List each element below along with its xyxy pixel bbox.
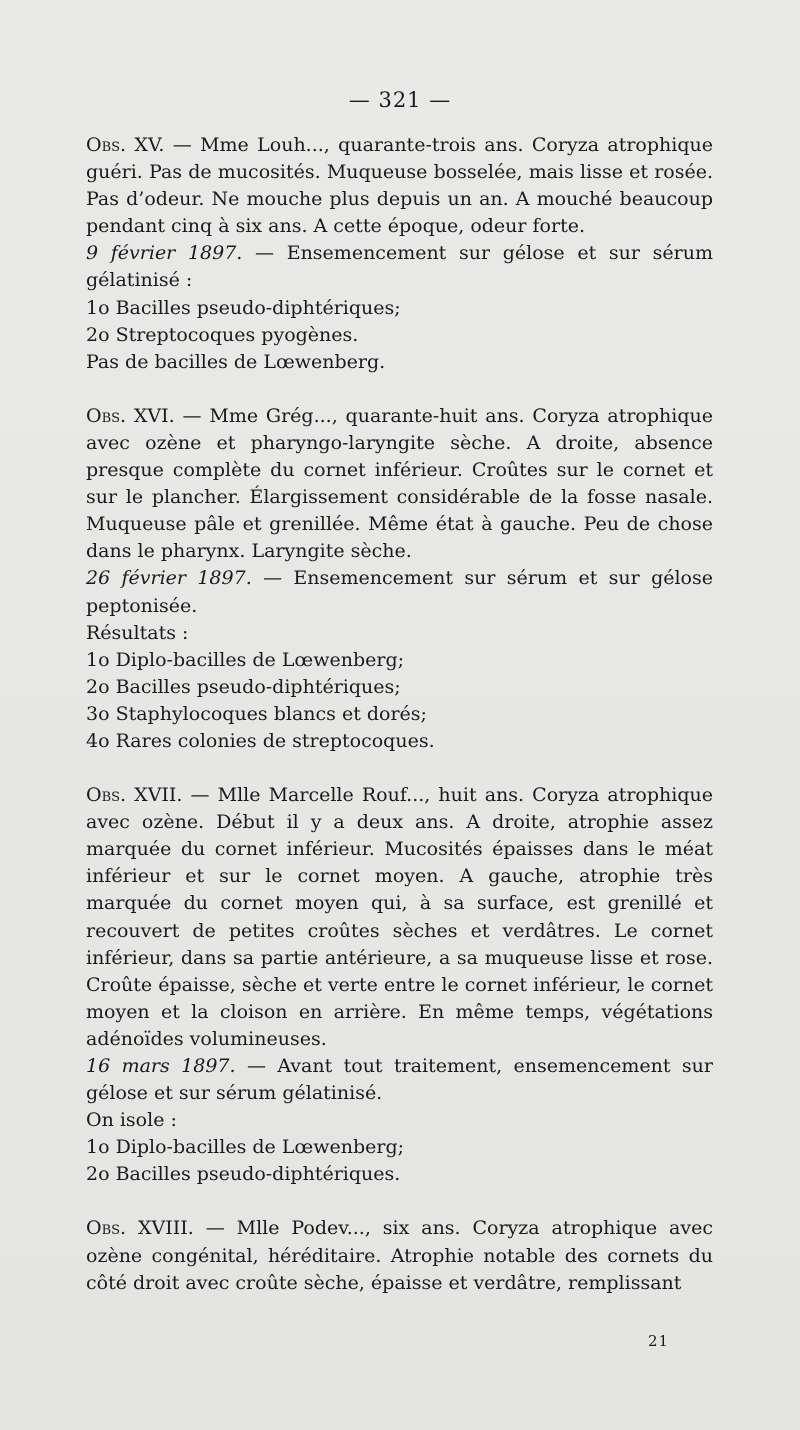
obs-18-heading: Obs. XVIII. [86, 1217, 194, 1240]
signature-mark: 21 [648, 1332, 670, 1350]
list-item: 2o Streptocoques pyogènes. [86, 323, 359, 346]
list-item: 3o Staphylocoques blancs et dorés; [86, 702, 427, 725]
list-item: 1o Diplo-bacilles de Lœwenberg; [86, 1136, 405, 1159]
obs-16-heading: Obs. XVI. [86, 404, 175, 427]
obs-16-culture: 26 février 1897. — Ensemencement sur sérum et sur gélose peptonisée. [86, 567, 713, 617]
obs-17-culture: 16 mars 1897. — Avant tout traitement, ensemencement sur gélose et sur sérum gélatinisé. [86, 1055, 713, 1105]
obs-15-closing: Pas de bacilles de Lœwenberg. [86, 350, 386, 373]
text-body [62, 132, 713, 1297]
list-item: 2o Bacilles pseudo-diphtériques; [86, 675, 401, 698]
obs-16-results-label: Résultats : [86, 621, 189, 644]
list-item: 1o Bacilles pseudo-diphtériques; [86, 296, 401, 319]
obs-17-date: 16 mars 1897. [86, 1055, 236, 1077]
obs-17-paragraph: Obs. XVII. — Mlle Marcelle Rouf..., huit ans. Coryza atrophique avec ozène. Début il y a deux ans. A droite, atrophie assez marquée du cornet inférieur. Mucosités épaisses dans le méat inférieur et sur le cornet moyen. A gauche, atrophie très marquée du cornet moyen qui, à sa surface, est grenillé et recouvert de petites croûtes sèches et verdâtres. Le cornet inférieur, dans sa partie antérieure, a sa muqueuse lisse et rose. Croûte épaisse, sèche et verte entre le cornet inférieur, le cornet moyen et la cloison en arrière. En même temps, végétations adénoïdes volumineuses. [86, 784, 714, 1050]
obs-16-date: 26 février 1897. [86, 567, 252, 590]
page-number: — 321 — [348, 88, 452, 112]
list-item: 4o Rares colonies de streptocoques. [86, 729, 435, 752]
obs-15-date: 9 février 1897. [86, 242, 243, 265]
list-item: 1o Diplo-bacilles de Lœwenberg; [86, 648, 405, 671]
obs-17-heading: Obs. XVII. [86, 784, 183, 807]
obs-18-paragraph: Obs. XVIII. — Mlle Podev..., six ans. Coryza atrophique avec ozène congénital, héréditaire. Atrophie notable des cornets du côté droit avec croûte sèche, épaisse et verdâtre, remplissant [86, 1217, 713, 1294]
obs-16-paragraph: Obs. XVI. — Mme Grég..., quarante-huit ans. Coryza atrophique avec ozène et pharyngo-laryngite sèche. A droite, absence presque complète du cornet inférieur. Croûtes sur le cornet et sur le plancher. Élargissement considérable de la fosse nasale. Muqueuse pâle et grenillée. Même état à gauche. Peu de chose dans le pharynx. Laryngite sèche. [86, 404, 713, 563]
obs-15-culture: 9 février 1897. — Ensemencement sur gélose et sur sérum gélatinisé : [86, 242, 713, 292]
obs-15-heading: Obs. XV. [86, 134, 165, 156]
obs-17-isolate-label: On isole : [86, 1109, 177, 1132]
list-item: 2o Bacilles pseudo-diphtériques. [86, 1163, 401, 1186]
obs-15-paragraph: Obs. XV. — Mme Louh..., quarante-trois ans. Coryza atrophique guéri. Pas de mucosités. Muqueuse bosselée, mais lisse et rosée. Pas d’odeur. Ne mouche plus depuis un an. A mouché beaucoup pendant cinq à six ans. A cette époque, odeur forte. [86, 134, 713, 238]
